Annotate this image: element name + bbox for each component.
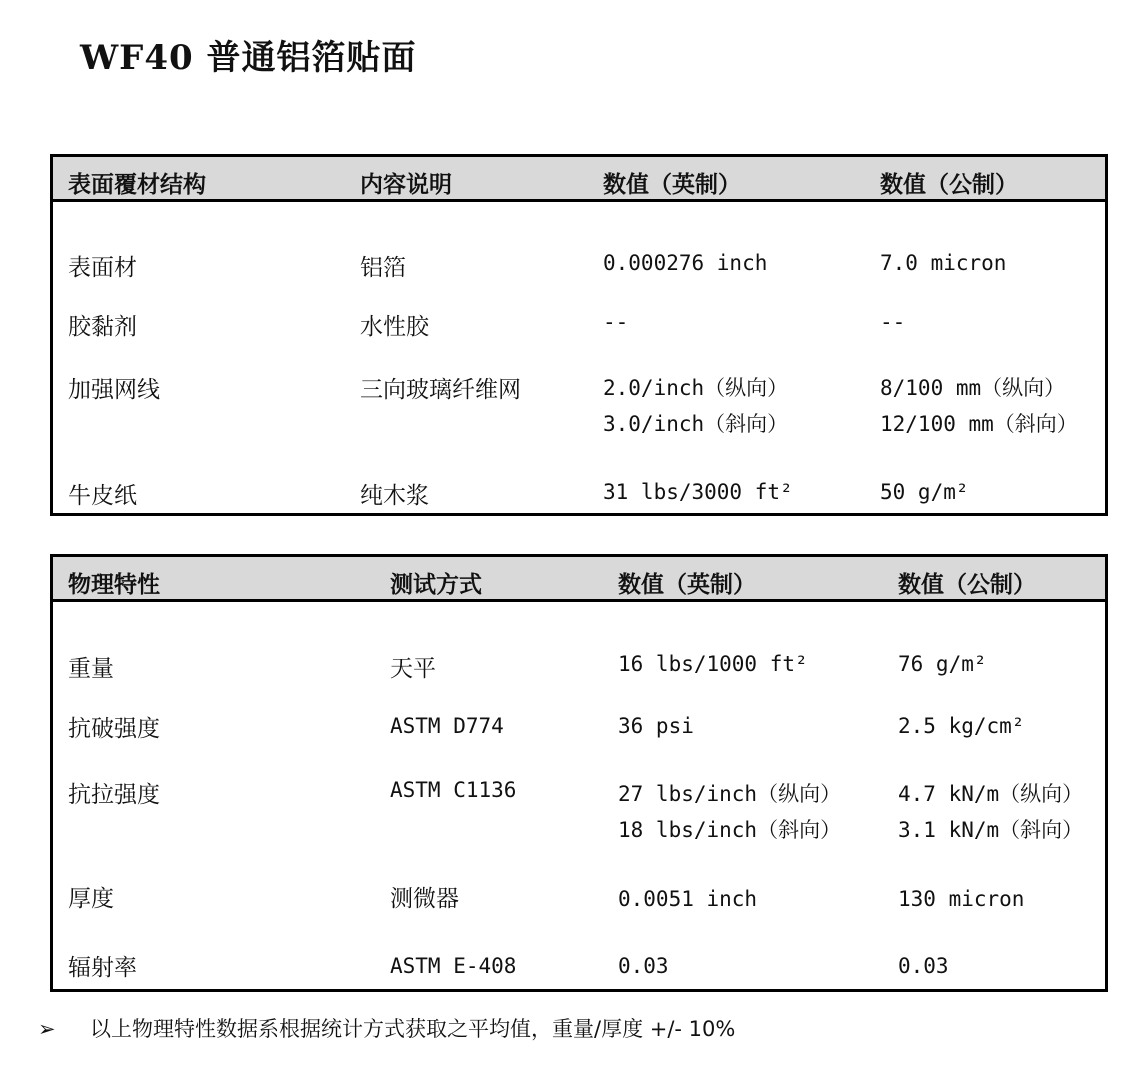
row-name: 厚度	[68, 886, 114, 912]
header-cell: 测试方式	[390, 572, 482, 598]
properties-table-header	[53, 557, 1105, 602]
row-method: 测微器	[390, 886, 459, 912]
row-imperial: 0.03	[618, 954, 669, 978]
row-imperial: 31 lbs/3000 ft²	[603, 480, 793, 504]
row-name: 牛皮纸	[68, 483, 137, 509]
row-imperial: 0.000276 inch	[603, 251, 768, 275]
row-imperial: 2.0/inch（纵向）	[603, 376, 789, 400]
page-title: WF40 普通铝箔贴面	[80, 38, 417, 78]
row-desc: 三向玻璃纤维网	[360, 377, 521, 403]
row-name: 加强网线	[68, 377, 160, 403]
row-name: 胶黏剂	[68, 314, 137, 340]
row-metric: 50 g/m²	[880, 480, 969, 504]
row-imperial: --	[603, 310, 629, 334]
header-cell: 数值（公制）	[880, 172, 1018, 198]
row-imperial: 3.0/inch（斜向）	[603, 412, 789, 436]
footnote	[38, 1013, 735, 1043]
row-metric: 76 g/m²	[898, 652, 987, 676]
row-metric: 2.5 kg/cm²	[898, 714, 1025, 738]
structure-table	[50, 154, 1108, 516]
row-method: ASTM C1136	[390, 778, 517, 802]
row-method: ASTM D774	[390, 714, 504, 738]
row-metric: 7.0 micron	[880, 251, 1007, 275]
row-imperial: 27 lbs/inch（纵向）	[618, 782, 842, 806]
row-metric: 0.03	[898, 954, 949, 978]
row-name: 抗破强度	[68, 716, 160, 742]
row-desc: 水性胶	[360, 314, 429, 340]
footnote-text: 以上物理特性数据系根据统计方式获取之平均值，重量/厚度 +/- 10%	[90, 1017, 736, 1041]
row-metric: 130 micron	[898, 887, 1025, 911]
row-metric: 8/100 mm（纵向）	[880, 376, 1066, 400]
row-imperial: 0.0051 inch	[618, 887, 758, 911]
row-name: 重量	[68, 656, 114, 682]
header-cell: 数值（公制）	[898, 572, 1036, 598]
row-metric: 4.7 kN/m（纵向）	[898, 782, 1084, 806]
row-desc: 铝箔	[360, 255, 406, 281]
row-name: 表面材	[68, 255, 137, 281]
row-imperial: 36 psi	[618, 714, 694, 738]
header-cell: 数值（英制）	[618, 572, 756, 598]
row-metric: 3.1 kN/m（斜向）	[898, 818, 1084, 842]
row-name: 辐射率	[68, 955, 137, 981]
row-desc: 纯木浆	[360, 483, 429, 509]
row-name: 抗拉强度	[68, 782, 160, 808]
header-cell: 数值（英制）	[603, 172, 741, 198]
row-imperial: 16 lbs/1000 ft²	[618, 652, 808, 676]
row-method: 天平	[390, 656, 436, 682]
row-method: ASTM E-408	[390, 954, 517, 978]
row-imperial: 18 lbs/inch（斜向）	[618, 818, 842, 842]
row-metric: --	[880, 310, 906, 334]
header-cell: 内容说明	[360, 172, 452, 198]
properties-table	[50, 554, 1108, 992]
row-metric: 12/100 mm（斜向）	[880, 412, 1078, 436]
header-cell: 物理特性	[68, 572, 160, 598]
bullet-arrow-icon: ➢	[38, 1017, 56, 1041]
header-cell: 表面覆材结构	[68, 172, 206, 198]
structure-table-header	[53, 157, 1105, 202]
